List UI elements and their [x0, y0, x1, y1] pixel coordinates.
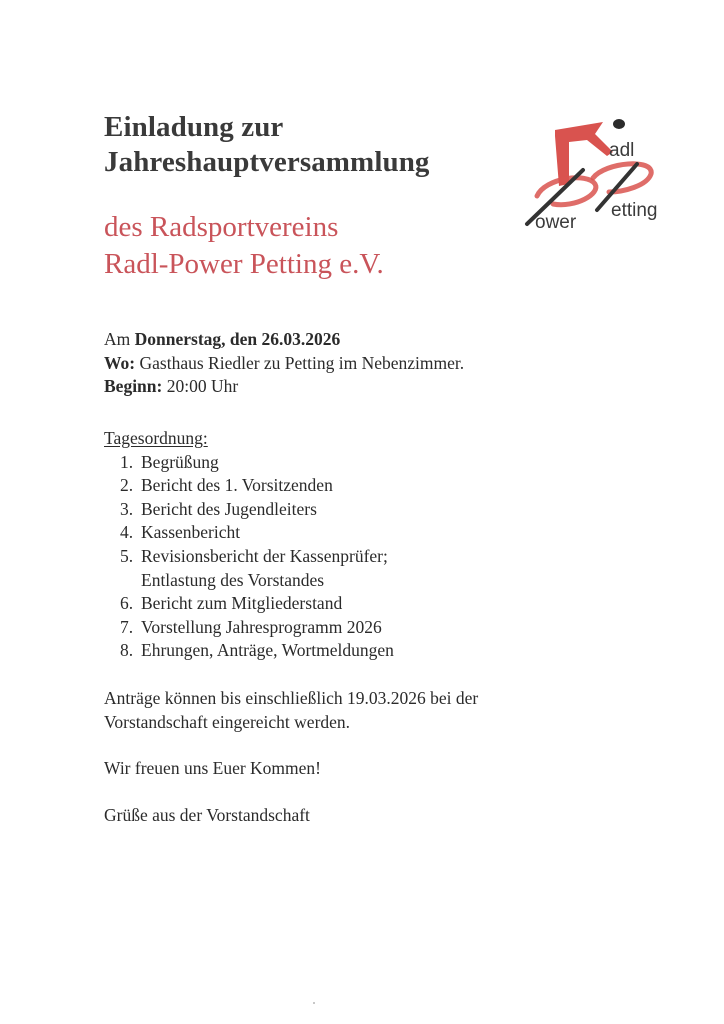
agenda-item-line: Bericht zum Mitgliederstand — [141, 593, 343, 614]
logo-text-petting: etting — [611, 200, 658, 221]
meeting-start — [104, 375, 464, 399]
agenda-item-line: Entlastung des Vorstandes — [141, 569, 325, 590]
subtitle-line-1: des Radsportvereins — [104, 211, 339, 243]
agenda-item-number: 3. — [120, 498, 134, 519]
agenda-heading: Tagesordnung: — [104, 428, 208, 448]
agenda-item-text — [141, 451, 394, 475]
meeting-location — [104, 352, 464, 376]
agenda-item-number: 8. — [120, 640, 134, 661]
agenda-item-text — [141, 498, 394, 522]
greeting-text: Grüße aus der Vorstandschaft — [104, 804, 310, 825]
agenda-item-line: Bericht des Jugendleiters — [141, 498, 317, 519]
agenda-item-number: 6. — [120, 593, 134, 614]
agenda-item-number: 5. — [120, 545, 134, 566]
agenda-item-line: Vorstellung Jahresprogramm 2026 — [141, 616, 382, 637]
agenda-item-text — [141, 639, 394, 663]
agenda-item — [104, 616, 394, 640]
agenda-item — [104, 451, 394, 475]
agenda-item-line: Kassenbericht — [141, 522, 241, 543]
subtitle-line-2: Radl-Power Petting e.V. — [104, 248, 384, 280]
agenda-item-line: Bericht des 1. Vorsitzenden — [141, 475, 333, 496]
club-name — [104, 209, 384, 283]
agenda-item-line: Ehrungen, Anträge, Wortmeldungen — [141, 640, 394, 661]
logo-text-power: ower — [535, 212, 577, 233]
agenda-item — [104, 545, 394, 592]
agenda-item-text — [141, 545, 394, 592]
agenda-list — [104, 451, 394, 663]
agenda-item-text — [141, 616, 394, 640]
date-value: Donnerstag, den 26.03.2026 — [134, 329, 341, 349]
page-title — [104, 110, 430, 180]
agenda-item-line: Revisionsbericht der Kassenprüfer; — [141, 545, 388, 566]
agenda-item — [104, 639, 394, 663]
scan-speck — [313, 1002, 315, 1004]
agenda-item — [104, 592, 394, 616]
club-logo — [515, 112, 665, 237]
start-value: 20:00 Uhr — [166, 376, 239, 396]
agenda-item — [104, 474, 394, 498]
agenda-item-line: Begrüßung — [141, 451, 219, 472]
date-prefix: Am — [104, 329, 131, 349]
closing-section — [104, 687, 478, 827]
meeting-date — [104, 328, 464, 352]
agenda-item — [104, 498, 394, 522]
logo-text-radl: adl — [609, 140, 635, 161]
welcome-text: Wir freuen uns Euer Kommen! — [104, 758, 321, 778]
meeting-details — [104, 328, 464, 399]
logo-swoosh-right — [593, 164, 651, 192]
agenda-item-number: 1. — [120, 451, 134, 472]
agenda-item-text — [141, 521, 394, 545]
title-line-2: Jahreshauptversammlung — [104, 146, 430, 178]
motions-note — [104, 687, 478, 734]
agenda-item-number: 4. — [120, 522, 134, 543]
motions-line-1: Anträge können bis einschließlich 19.03.2026 bei der — [104, 688, 479, 708]
location-label: Wo: — [104, 352, 136, 373]
agenda-item-text — [141, 592, 394, 616]
agenda-item — [104, 521, 394, 545]
start-label: Beginn: — [104, 376, 163, 396]
agenda-item-number: 7. — [120, 616, 134, 637]
agenda-item-number: 2. — [120, 475, 134, 496]
motions-line-2: Vorstandschaft eingereicht werden. — [104, 711, 351, 732]
agenda — [104, 427, 394, 663]
agenda-item-text — [141, 474, 394, 498]
title-line-1: Einladung zur — [104, 111, 284, 143]
location-value: Gasthaus Riedler zu Petting im Nebenzimmer. — [139, 352, 465, 373]
logo-dot — [613, 119, 625, 129]
